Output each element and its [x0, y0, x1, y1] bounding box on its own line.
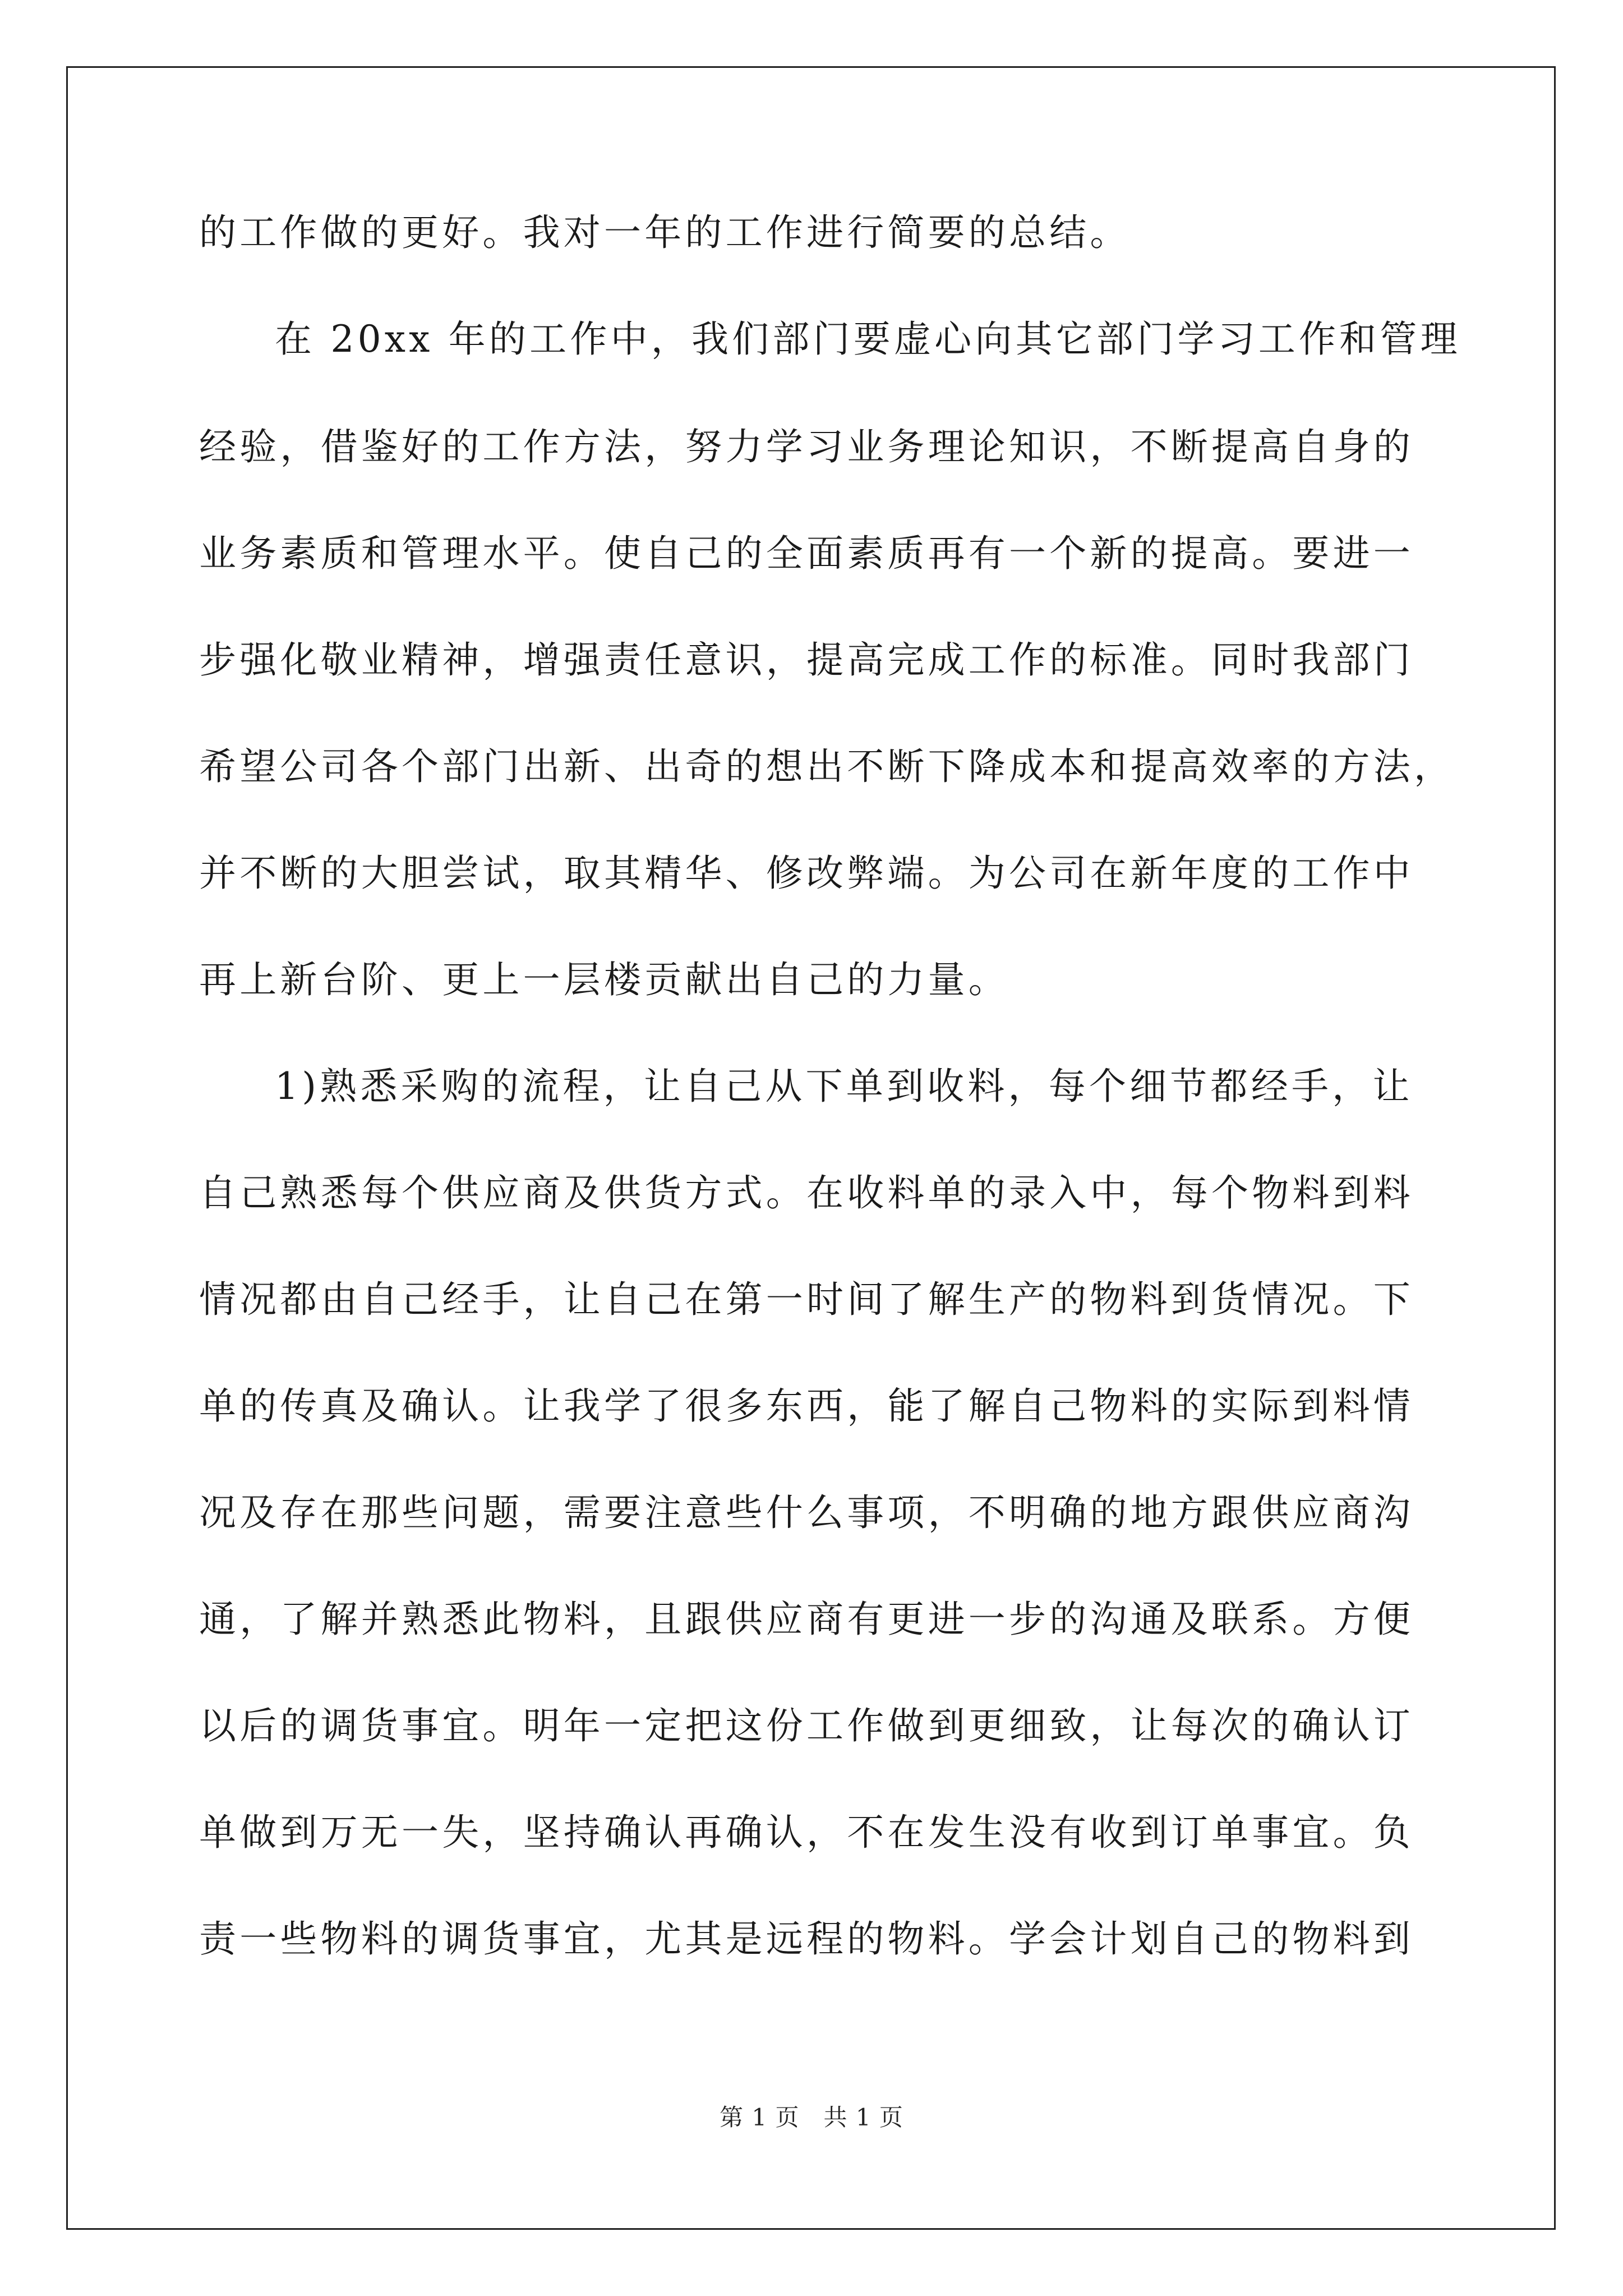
text-line: 通，了解并熟悉此物料，且跟供应商有更进一步的沟通及联系。方便: [199, 1598, 1414, 1641]
paragraph-start-line: 在 20xx 年的工作中，我们部门要虚心向其它部门学习工作和管理: [275, 318, 1461, 361]
text-line: 况及存在那些问题，需要注意些什么事项，不明确的地方跟供应商沟: [199, 1491, 1414, 1534]
text-line: 以后的调货事宜。明年一定把这份工作做到更细致，让每次的确认订: [199, 1704, 1414, 1747]
text-line: 单的传真及确认。让我学了很多东西，能了解自己物料的实际到料情: [199, 1384, 1414, 1428]
text-line: 再上新台阶、更上一层楼贡献出自己的力量。: [199, 958, 1009, 1001]
text-line: 责一些物料的调货事宜，尤其是远程的物料。学会计划自己的物料到: [199, 1917, 1414, 1961]
text-line: 希望公司各个部门出新、出奇的想出不断下降成本和提高效率的方法，: [199, 745, 1455, 788]
text-line: 步强化敬业精神，增强责任意识，提高完成工作的标准。同时我部门: [199, 638, 1414, 682]
paragraph-start-line: 1)熟悉采购的流程，让自己从下单到收料，每个细节都经手，让: [275, 1065, 1413, 1108]
text-line: 经验，借鉴好的工作方法，努力学习业务理论知识，不断提高自身的: [199, 425, 1414, 468]
text-line: 并不断的大胆尝试，取其精华、修改弊端。为公司在新年度的工作中: [199, 852, 1414, 895]
text-line: 业务素质和管理水平。使自己的全面素质再有一个新的提高。要进一: [199, 532, 1414, 575]
text-line: 单做到万无一失，坚持确认再确认，不在发生没有收到订单事宜。负: [199, 1811, 1414, 1854]
text-line: 自己熟悉每个供应商及供货方式。在收料单的录入中，每个物料到料: [199, 1171, 1414, 1214]
text-line: 情况都由自己经手，让自己在第一时间了解生产的物料到货情况。下: [199, 1278, 1414, 1321]
text-line: 的工作做的更好。我对一年的工作进行简要的总结。: [199, 211, 1131, 254]
page-footer: 第 1 页 共 1 页: [720, 2104, 903, 2131]
page-border: [66, 66, 1556, 2230]
